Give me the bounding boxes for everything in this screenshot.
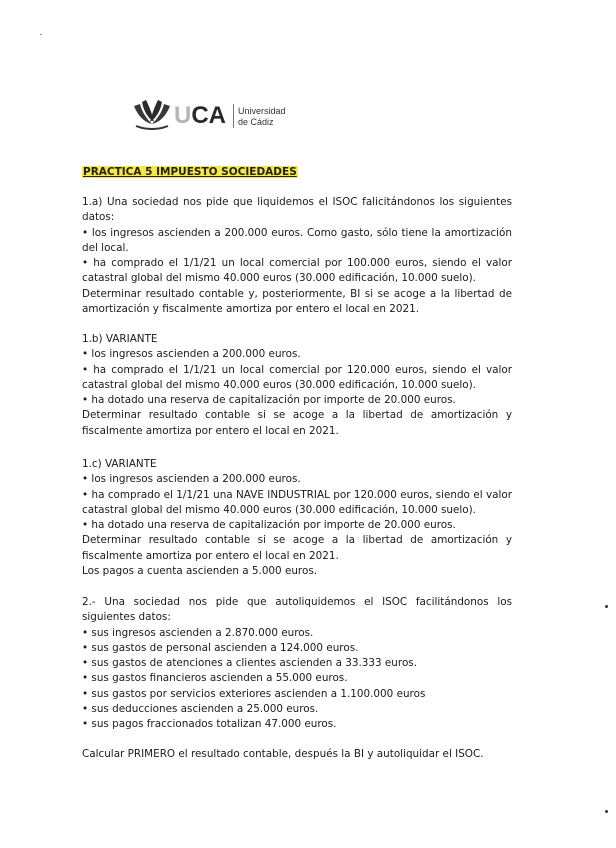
section-2-item-personnel: • sus gastos de personal ascienden a 124.000 euros. — [82, 641, 359, 654]
scan-mark-bottom — [605, 810, 608, 813]
university-name — [238, 106, 286, 128]
section-2-item-installments: • sus pagos fraccionados totalizan 47.000 euros. — [82, 718, 337, 731]
section-2-item-external-services: • sus gastos por servicios exteriores ascienden a 1.100.000 euros — [82, 687, 426, 700]
section-1a-intro: 1.a) Una sociedad nos pide que liquidemos el ISOC falicitándonos los siguientes datos: — [82, 196, 512, 224]
section-1b-item-reserve: • ha dotado una reserva de capitalización por importe de 20.000 euros. — [82, 394, 456, 407]
section-2-item-deductions: • sus deducciones ascienden a 25.000 euros. — [82, 703, 319, 716]
section-1c-heading: 1.c) VARIANTE — [82, 458, 157, 470]
section-1b-item-income: • los ingresos ascienden a 200.000 euros. — [82, 348, 301, 361]
section-1a — [82, 195, 512, 317]
section-1c-payments: Los pagos a cuenta ascienden a 5.000 euros. — [82, 565, 318, 578]
university-line-1: Universidad — [238, 106, 286, 116]
section-2-item-income: • sus ingresos ascienden a 2.870.000 euros. — [82, 626, 314, 639]
uca-logo — [132, 98, 292, 134]
section-2-item-client-attention: • sus gastos de atenciones a clientes ascienden a 33.333 euros. — [82, 657, 418, 670]
closing-instruction — [82, 747, 512, 762]
uca-wordmark — [174, 102, 226, 130]
uca-letter-u: U — [174, 102, 192, 129]
university-line-2: de Cádiz — [238, 117, 274, 127]
section-1a-task: Determinar resultado contable y, posteriormente, BI si se acoge a la libertad de amortización y fiscalmente amortiza por entero el local en 2021. — [82, 287, 512, 316]
section-1a-item-purchase: • ha comprado el 1/1/21 un local comercial por 100.000 euros, siendo el valor catastral global del mismo 40.000 euros (30.000 edificación, 10.000 suelo). — [82, 257, 512, 285]
uca-emblem-icon — [132, 98, 172, 130]
logo-separator — [233, 104, 234, 128]
section-1c-item-income: • los ingresos ascienden a 200.000 euros. — [82, 473, 301, 486]
uca-letters-ca: CA — [191, 102, 227, 129]
section-2-intro: 2.- Una sociedad nos pide que autoliquidemos el ISOC facilitándonos los siguientes datos: — [82, 596, 512, 624]
section-2 — [82, 595, 512, 733]
section-1c-item-purchase: • ha comprado el 1/1/21 una NAVE INDUSTRIAL por 120.000 euros, siendo el valor catastral global del mismo 40.000 euros (30.000 edificación, 10.000 suelo). — [82, 488, 512, 516]
section-1b-heading: 1.b) VARIANTE — [82, 333, 158, 345]
scan-speck — [40, 34, 42, 35]
section-1c-item-reserve: • ha dotado una reserva de capitalización por importe de 20.000 euros. — [82, 519, 456, 532]
section-1b — [82, 332, 512, 439]
practice-title: PRACTICA 5 IMPUESTO SOCIEDADES — [83, 166, 297, 178]
scan-mark — [605, 605, 608, 608]
section-1c — [82, 457, 512, 579]
section-2-item-financial: • sus gastos financieros ascienden a 55.000 euros. — [82, 672, 348, 685]
section-1a-item-income: • los ingresos ascienden a 200.000 euros. Como gasto, sólo tiene la amortización del local. — [82, 226, 512, 254]
section-1c-task: Determinar resultado contable si se acoge a la libertad de amortización y fiscalmente amortiza por entero el local en 2021. — [82, 534, 512, 562]
section-1b-task: Determinar resultado contable si se acoge a la libertad de amortización y fiscalmente amortiza por entero el local en 2021. — [82, 409, 512, 437]
closing-text: Calcular PRIMERO el resultado contable, después la BI y autoliquidar el ISOC. — [82, 748, 484, 760]
section-1b-item-purchase: • ha comprado el 1/1/21 un local comercial por 120.000 euros, siendo el valor catastral global del mismo 40.000 euros (30.000 edificación, 10.000 suelo). — [82, 363, 512, 391]
